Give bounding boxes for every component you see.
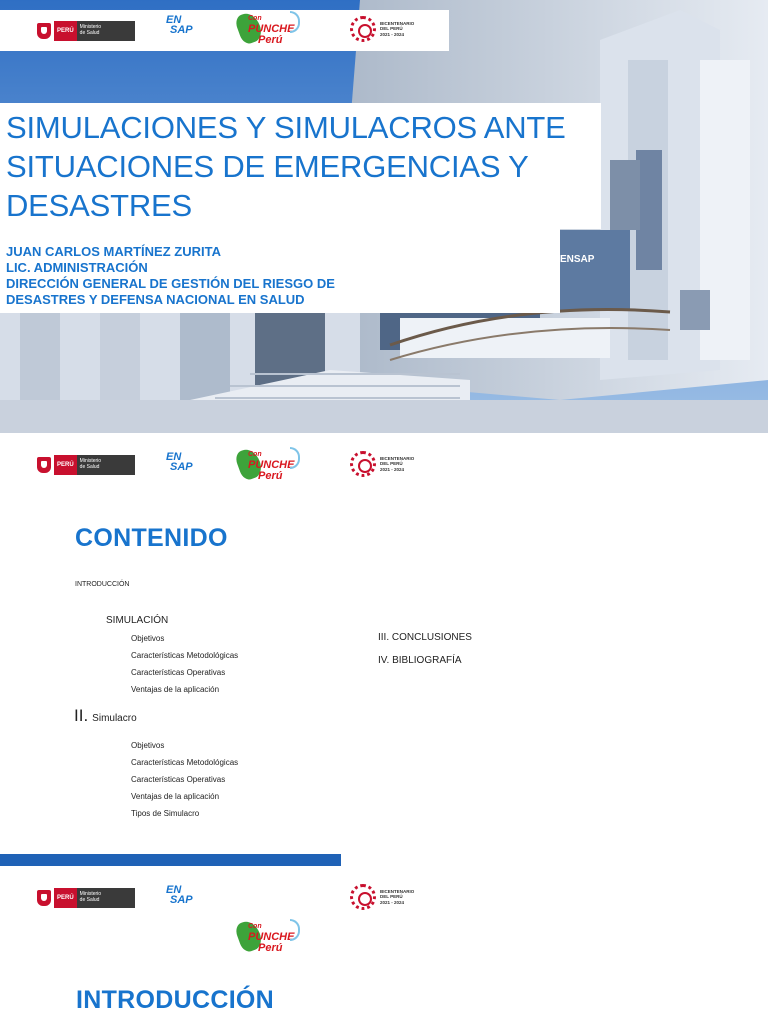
- con-punche-peru-logo: Con PUNCHE Perú: [236, 445, 302, 485]
- bicentenario-emblem-icon: [350, 16, 376, 42]
- bicentenario-logo: BICENTENARIO DEL PERÚ 2021 - 2024: [350, 884, 414, 910]
- con-punche-peru-logo: Con PUNCHE Perú: [236, 9, 302, 49]
- toc-bibliografia: IV. BIBLIOGRAFÍA: [378, 655, 462, 666]
- ensap-logo: EN SAP: [166, 14, 193, 36]
- ministerio-label: Ministerio de Salud: [77, 455, 135, 475]
- author-info: JUAN CARLOS MARTÍNEZ ZURITA LIC. ADMINISTRACIÓN DIRECCIÓN GENERAL DE GESTIÓN DEL RIESGO DE DESASTRES Y DEFENSA NACIONAL EN SALUD: [6, 244, 335, 307]
- toc-item: Características Operativas: [131, 668, 226, 677]
- toc-item: Objetivos: [131, 634, 165, 643]
- peru-shield-icon: [37, 890, 51, 906]
- introduccion-heading: INTRODUCCIÓN: [76, 986, 275, 1014]
- ministerio-label: Ministerio de Salud: [77, 888, 135, 908]
- ministerio-salud-logo: [37, 455, 135, 475]
- peru-label: PERÚ: [54, 888, 77, 908]
- ensap-logo: EN SAP: [166, 884, 193, 906]
- toc-item: Características Metodológicas: [131, 651, 239, 660]
- ensap-logo: EN SAP: [166, 451, 193, 473]
- toc-item: Características Metodológicas: [131, 758, 239, 767]
- toc-item: Ventajas de la aplicación: [131, 792, 220, 801]
- bicentenario-logo: BICENTENARIO DEL PERÚ 2021 - 2024: [350, 451, 414, 477]
- toc-item: Características Operativas: [131, 775, 226, 784]
- toc-introduccion: INTRODUCCIÓN: [75, 581, 130, 588]
- ministerio-salud-logo: [37, 888, 135, 908]
- toc-item: Objetivos: [131, 741, 165, 750]
- toc-simulacro: II. Simulacro: [74, 706, 137, 725]
- toc-item: Ventajas de la aplicación: [131, 685, 220, 694]
- con-punche-peru-logo: Con PUNCHE Perú: [236, 917, 302, 957]
- building-sign: ENSAP: [560, 254, 595, 265]
- toc-simulacion: SIMULACIÓN: [106, 615, 169, 626]
- bicentenario-emblem-icon: [350, 451, 376, 477]
- bicentenario-logo: BICENTENARIO DEL PERÚ 2021 - 2024: [350, 16, 414, 42]
- ministerio-label: Ministerio de Salud: [77, 21, 135, 41]
- presentation-title: SIMULACIONES Y SIMULACROS ANTE SITUACIONES DE EMERGENCIAS Y DESASTRES: [6, 110, 566, 223]
- ministerio-salud-logo: [37, 21, 135, 41]
- peru-shield-icon: [37, 457, 51, 473]
- toc-conclusiones: III. CONCLUSIONES: [378, 632, 472, 643]
- bicentenario-emblem-icon: [350, 884, 376, 910]
- peru-label: PERÚ: [54, 455, 77, 475]
- peru-shield-icon: [37, 23, 51, 39]
- contenido-heading: CONTENIDO: [75, 524, 228, 552]
- toc-item: Tipos de Simulacro: [131, 809, 200, 818]
- peru-label: PERÚ: [54, 21, 77, 41]
- slide-footer-bar: [0, 854, 341, 866]
- title-slide: [0, 0, 768, 433]
